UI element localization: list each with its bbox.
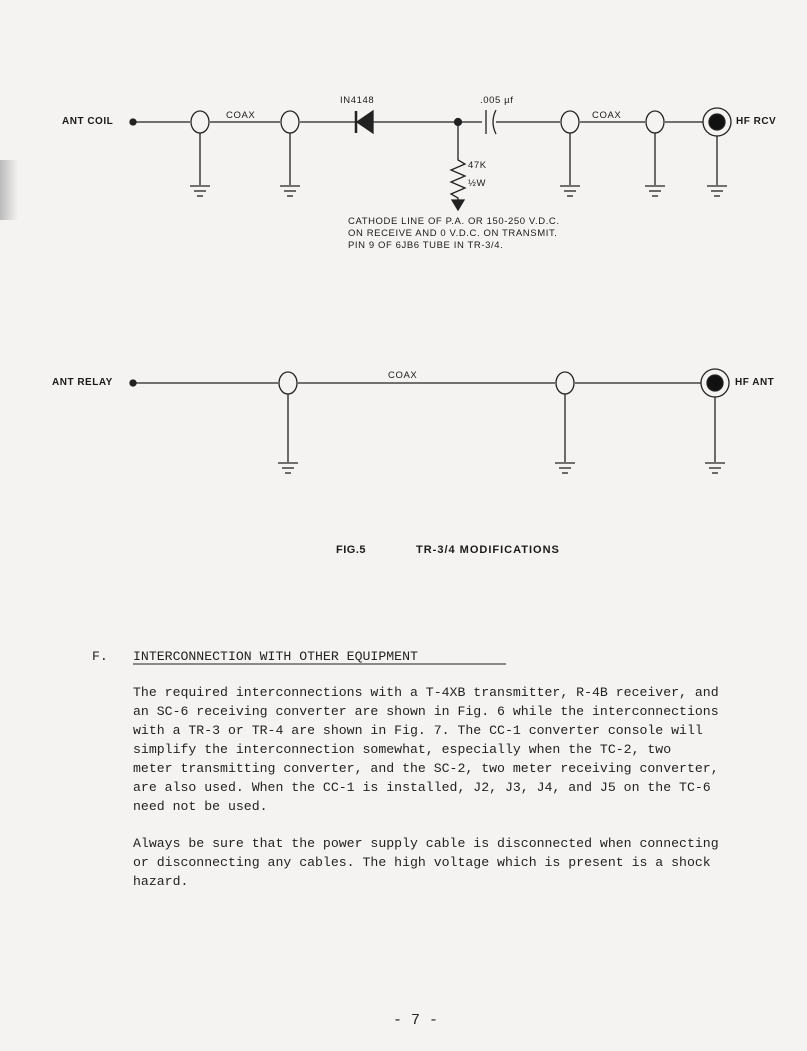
- figure-title: TR-3/4 MODIFICATIONS: [416, 544, 560, 556]
- text-line: an SC-6 receiving converter are shown in Fig. 6 while the interconnections: [133, 704, 719, 719]
- text-line: are also used. When the CC-1 is installed, J2, J3, J4, and J5 on the TC-6: [133, 780, 711, 795]
- hf-rcv-label: HF RCV: [736, 116, 777, 127]
- coax-shield-icon: [281, 111, 299, 185]
- ground-icon: [645, 186, 665, 196]
- ground-icon: [278, 463, 298, 473]
- text-line: The required interconnections with a T-4XB transmitter, R-4B receiver, and: [133, 685, 719, 700]
- section-letter: F.: [92, 649, 108, 664]
- ant-coil-label: ANT COIL: [62, 116, 114, 127]
- section-heading: INTERCONNECTION WITH OTHER EQUIPMENT: [133, 649, 418, 664]
- note-line: ON RECEIVE AND 0 V.D.C. ON TRANSMIT.: [348, 228, 558, 239]
- ant-relay-label: ANT RELAY: [52, 377, 113, 388]
- jack-icon: [703, 108, 731, 185]
- capacitor-icon: [482, 110, 496, 134]
- ground-icon: [555, 463, 575, 473]
- capacitor-label: .005 µf: [480, 95, 514, 106]
- diode-label: IN4148: [340, 95, 375, 106]
- coax-shield-icon: [561, 111, 579, 185]
- resistor-value: 47K: [468, 160, 487, 171]
- coax-shield-icon: [191, 111, 209, 185]
- note: [348, 216, 560, 252]
- text-line: with a TR-3 or TR-4 are shown in Fig. 7. The CC-1 converter console will: [133, 723, 703, 738]
- ground-icon: [705, 463, 725, 473]
- ground-icon: [190, 186, 210, 196]
- coax-label: COAX: [226, 110, 256, 121]
- ground-icon: [707, 186, 727, 196]
- text-line: need not be used.: [133, 799, 268, 814]
- coax-shield-icon: [556, 372, 574, 462]
- jack-icon: [701, 369, 729, 462]
- coax-label: COAX: [592, 110, 622, 121]
- figure-number: FIG.5: [336, 544, 367, 556]
- diode-icon: [356, 111, 373, 133]
- text-line: simplify the interconnection somewhat, especially when the TC-2, two: [133, 742, 672, 757]
- paragraph-2: [133, 834, 719, 891]
- hf-ant-label: HF ANT: [735, 377, 775, 388]
- coax-shield-icon: [646, 111, 664, 185]
- note-line: CATHODE LINE OF P.A. OR 150-250 V.D.C.: [348, 216, 560, 227]
- note-line: PIN 9 OF 6JB6 TUBE IN TR-3/4.: [348, 240, 504, 251]
- coax-shield-icon: [279, 372, 297, 462]
- ground-icon: [560, 186, 580, 196]
- text-line: meter transmitting converter, and the SC-2, two meter receiving converter,: [133, 761, 719, 776]
- text-line: Always be sure that the power supply cable is disconnected when connecting: [133, 836, 719, 851]
- text-line: hazard.: [133, 874, 189, 889]
- ground-icon: [280, 186, 300, 196]
- resistor-power: ½W: [468, 178, 487, 189]
- terminal-dot: [130, 119, 136, 125]
- paragraph-1: [133, 683, 719, 816]
- resistor-icon: [451, 122, 465, 210]
- page-number: - 7 -: [393, 1012, 439, 1029]
- coax-label: COAX: [388, 370, 418, 381]
- text-line: or disconnecting any cables. The high voltage which is present is a shock: [133, 855, 711, 870]
- terminal-dot: [130, 380, 136, 386]
